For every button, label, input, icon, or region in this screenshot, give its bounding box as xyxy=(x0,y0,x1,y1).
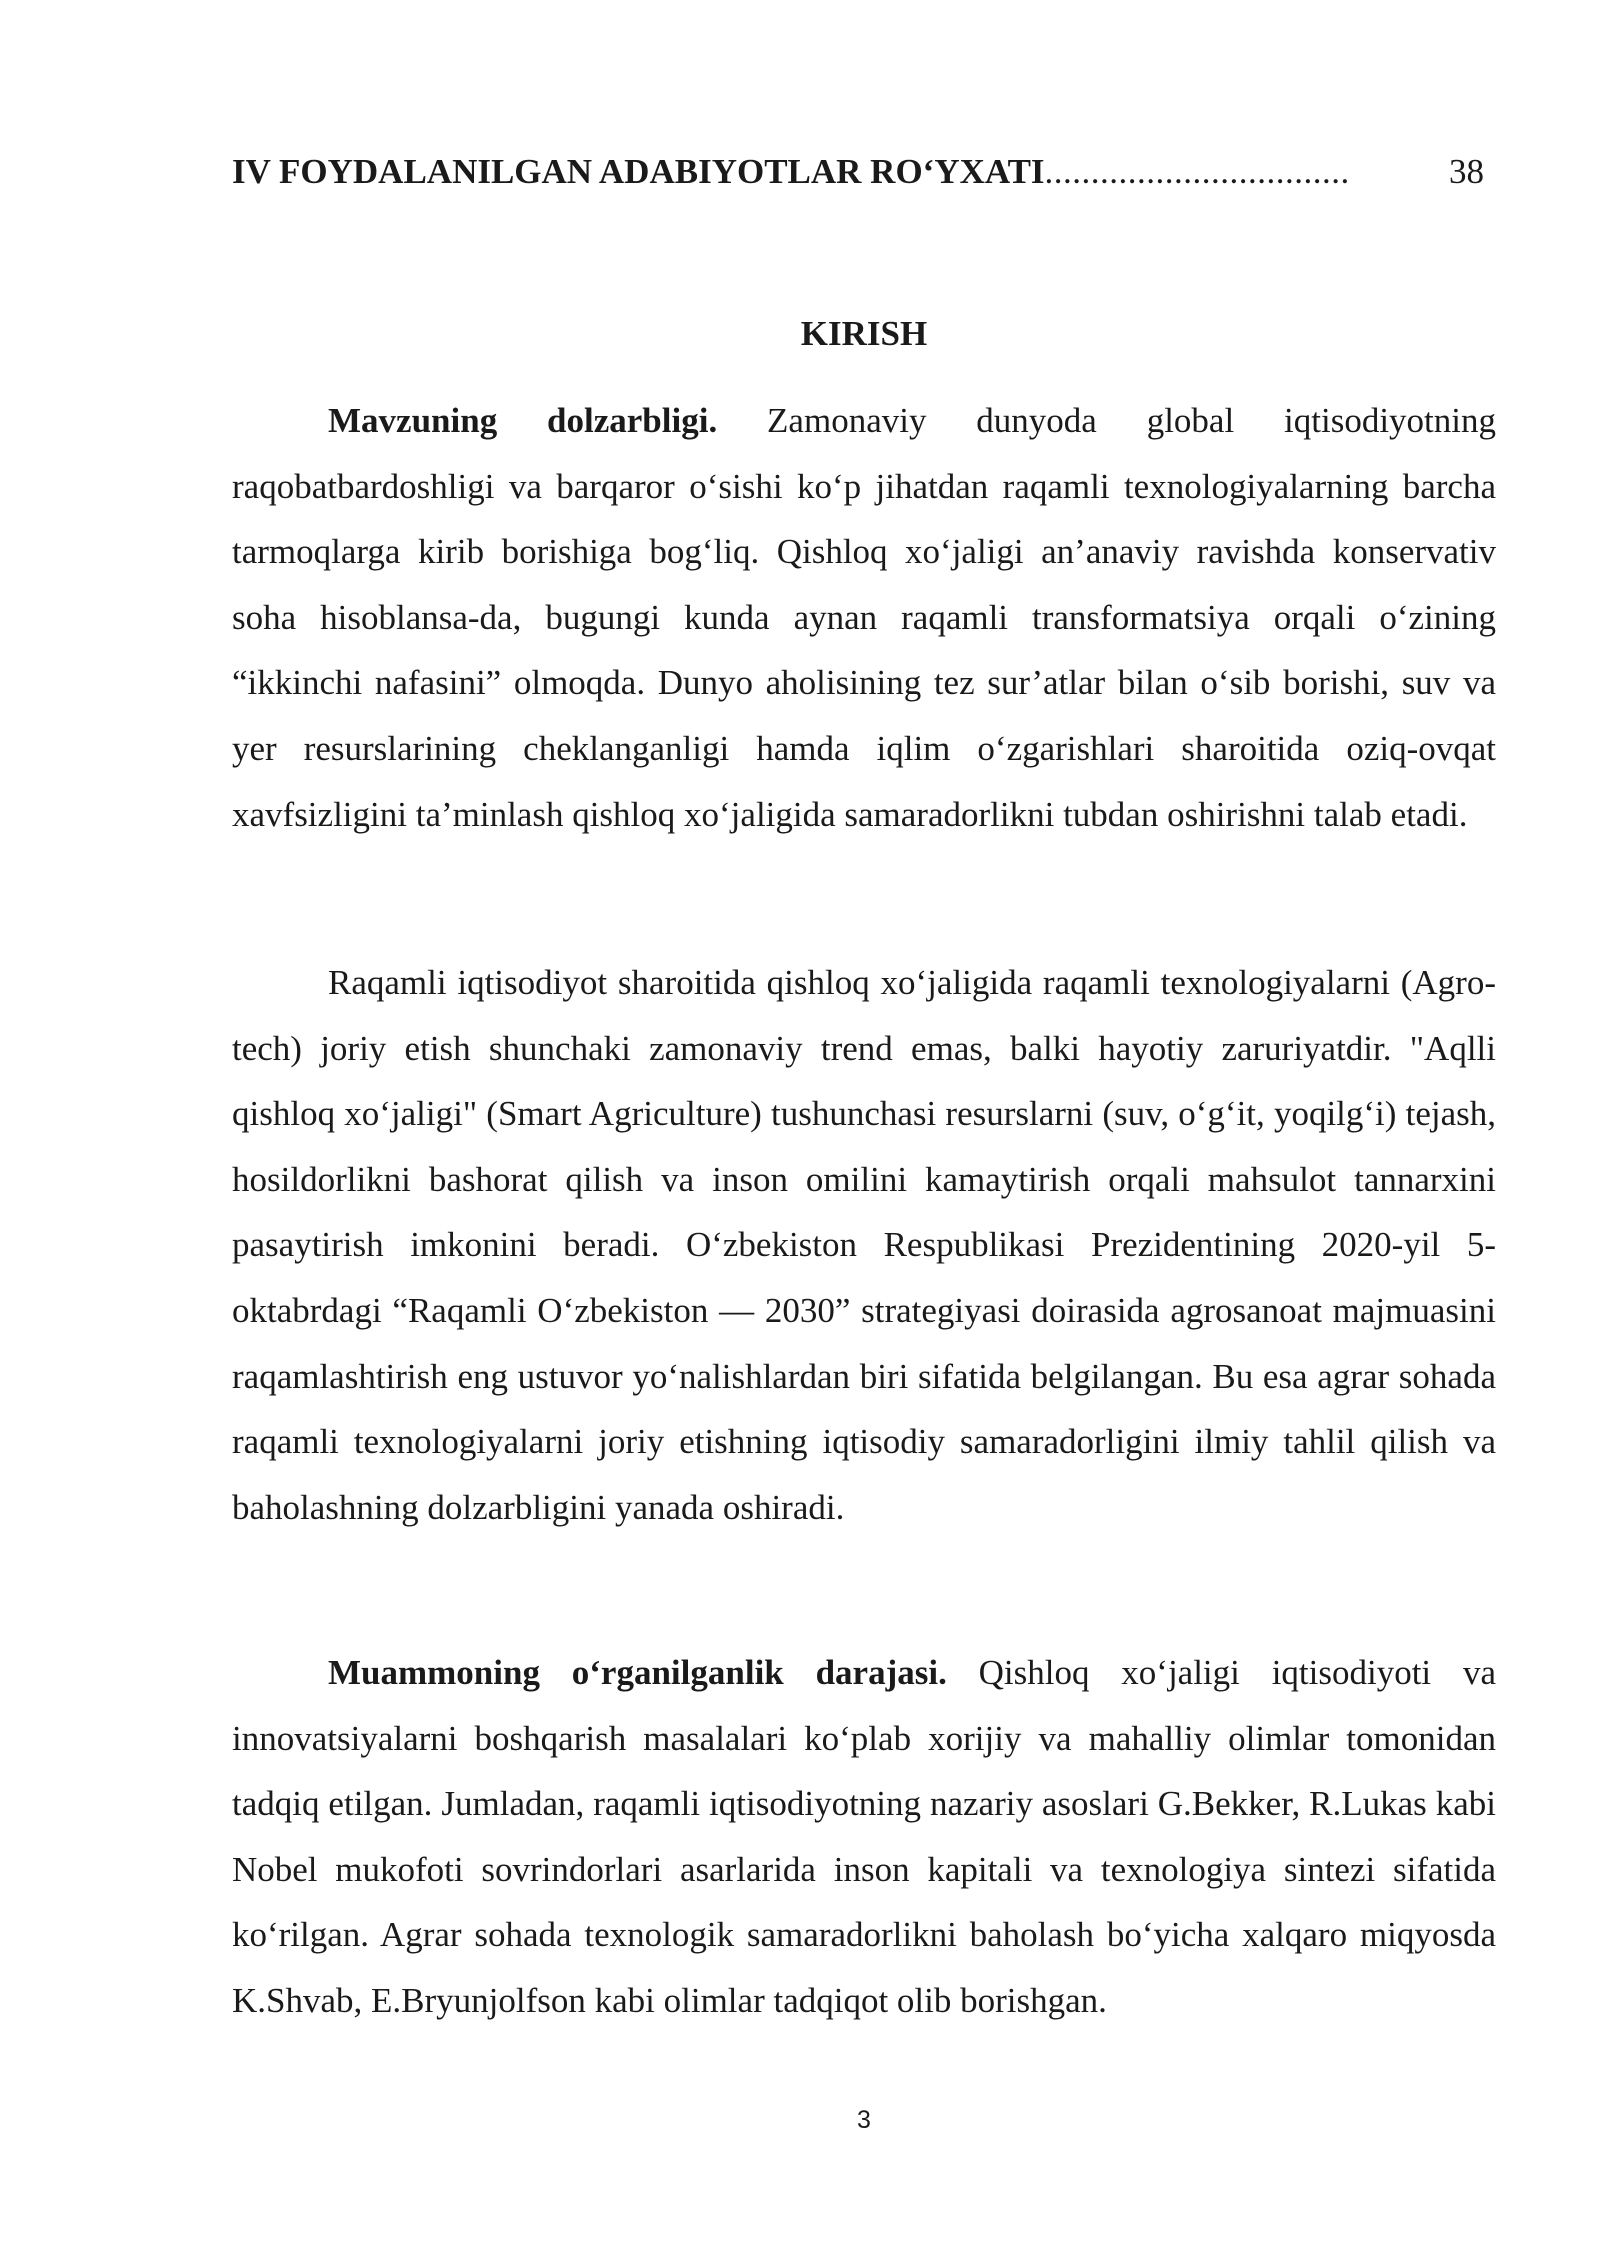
toc-leader-dots: ................................. xyxy=(1044,152,1350,191)
paragraph-text xyxy=(232,388,1496,847)
paragraph-text xyxy=(232,1640,1496,2034)
paragraph-body: Zamonaviy dunyoda global iqtisodiyotning raqobatbardoshligi va barqaror o‘sishi ko‘p jihatdan raqamli texnologiyalarning barcha tarmoqlarga kirib borishiga bog‘liq. Qishloq xo‘jaligi an’anaviy ravishda konservativ soha hisoblansa-da, bugungi kunda aynan raqamli transformatsiya orqali o‘zining “ikkinchi nafasini” olmoqda. Dunyo aholisining tez sur’atlar bilan o‘sib borishi, suv va yer resurslarining cheklanganligi hamda iqlim o‘zgarishlari sharoitida oziq-ovqat xavfsizligini ta’minlash qishloq xo‘jaligida samaradorlikni tubdan oshirishni talab etadi. xyxy=(232,401,1496,834)
paragraph-digital-economy xyxy=(232,950,1496,1540)
paragraph-text xyxy=(232,950,1496,1540)
toc-entry xyxy=(232,152,1484,192)
page-number: 3 xyxy=(857,2106,871,2134)
paragraph-lead: Muammoning o‘rganilganlik darajasi. xyxy=(328,1653,947,1692)
section-heading: KIRISH xyxy=(800,314,928,353)
paragraph-research-status xyxy=(232,1640,1496,2034)
paragraph-body: Qishloq xo‘jaligi iqtisodiyoti va innovatsiyalarni boshqarish masalalari ko‘plab xorijiy va mahalliy olimlar tomonidan tadqiq etilgan. Jumladan, raqamli iqtisodiyotning nazariy asoslari G.Bekker, R.Lukas kabi Nobel mukofoti sovrindorlari asarlarida inson kapitali va texnologiya sintezi sifatida ko‘rilgan. Agrar sohada texnologik samaradorlikni baholash bo‘yicha xalqaro miqyosda K.Shvab, E.Bryunjolfson kabi olimlar tadqiqot olib borishgan. xyxy=(232,1653,1496,2020)
paragraph-body: Raqamli iqtisodiyot sharoitida qishloq xo‘jaligida raqamli texnologiyalarni (Agro-tech) joriy etish shunchaki zamonaviy trend emas, balki hayotiy zaruriyatdir. "Aqlli qishloq xo‘jaligi" (Smart Agriculture) tushunchasi resurslarni (suv, o‘g‘it, yoqilg‘i) tejash, hosildorlikni bashorat qilish va inson omilini kamaytirish orqali mahsulot tannarxini pasaytirish imkonini beradi. O‘zbekiston Respublikasi Prezidentining 2020-yil 5-oktabrdagi “Raqamli O‘zbekiston — 2030” strategiyasi doirasida agrosanoat majmuasini raqamlashtirish eng ustuvor yo‘nalishlardan biri sifatida belgilangan. Bu esa agrar sohada raqamli texnologiyalarni joriy etishning iqtisodiy samaradorligini ilmiy tahlil qilish va baholashning dolzarbligini yanada oshiradi. xyxy=(232,963,1496,1527)
paragraph-relevance xyxy=(232,388,1496,847)
toc-entry-title: IV FOYDALANILGAN ADABIYOTLAR RO‘YXATI xyxy=(232,152,1045,191)
toc-page-number: 38 xyxy=(1449,152,1484,191)
paragraph-lead: Mavzuning dolzarbligi. xyxy=(328,401,718,440)
